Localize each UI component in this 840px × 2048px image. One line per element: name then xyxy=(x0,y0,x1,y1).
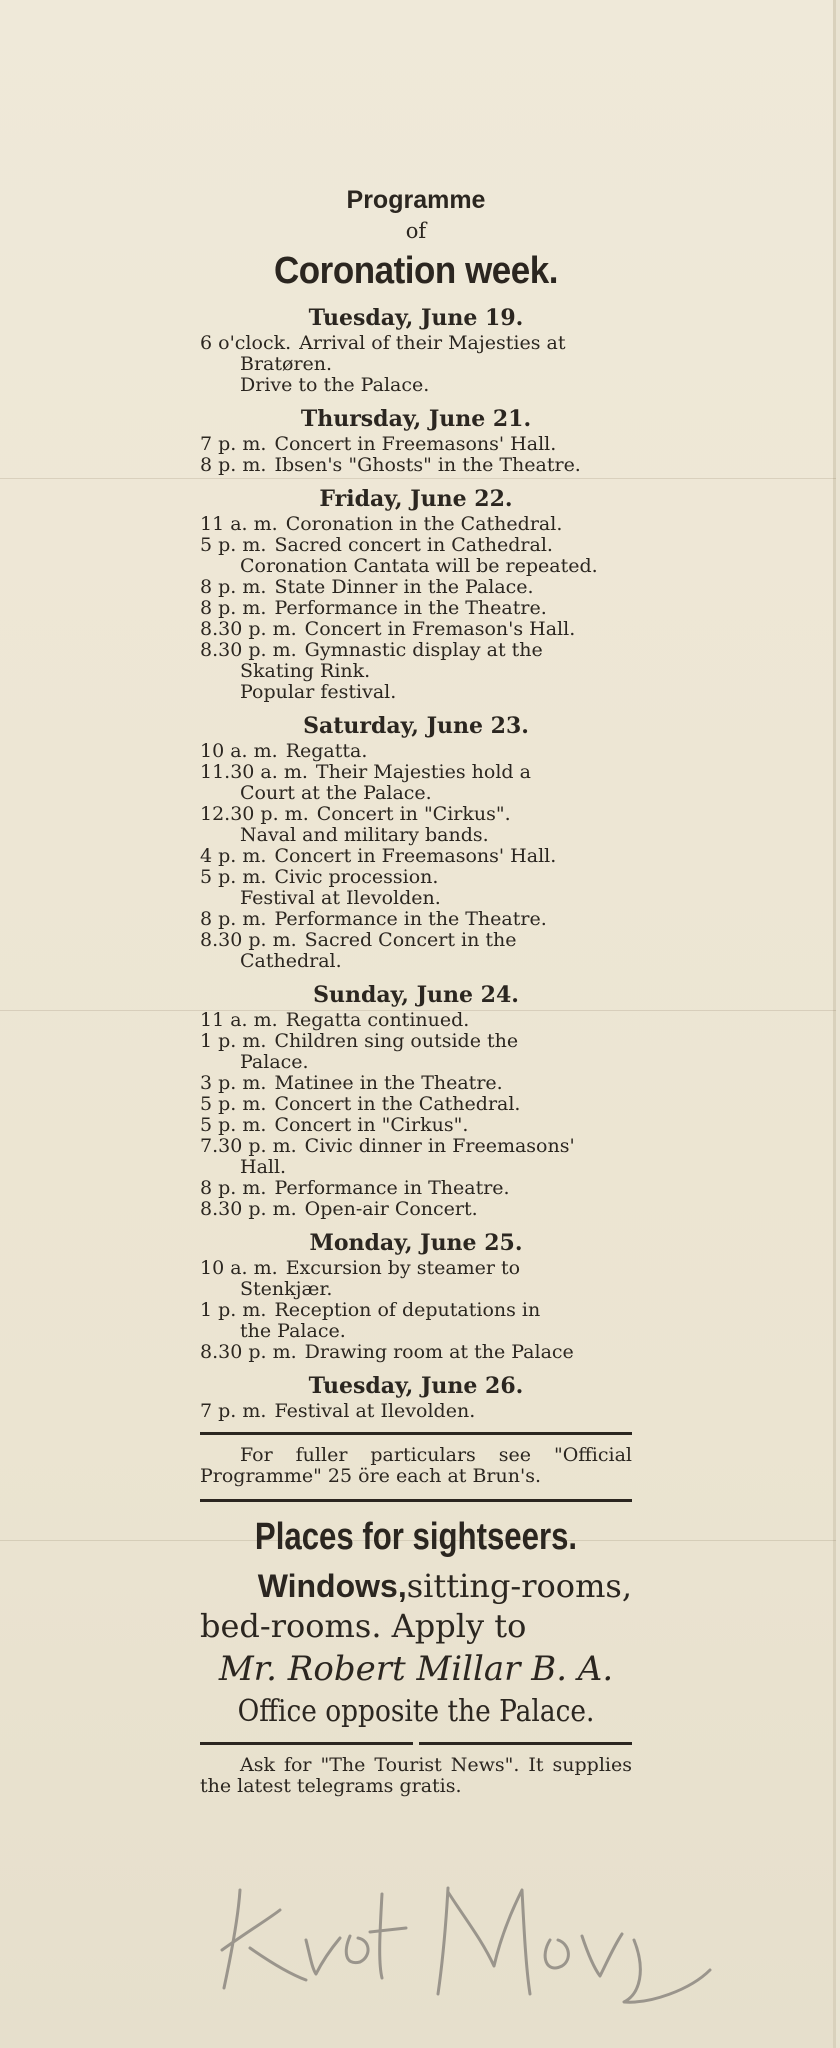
event-description: State Dinner in the Palace. xyxy=(274,576,534,598)
event-row xyxy=(200,1401,632,1422)
programme-title: Coronation week. xyxy=(273,250,559,292)
event-row xyxy=(200,577,632,598)
event-description: Civic procession. xyxy=(274,866,439,888)
advert-office: Office opposite the Palace. xyxy=(237,1694,595,1729)
day-heading: Tuesday, June 26. xyxy=(308,1373,524,1399)
event-row xyxy=(200,1342,632,1363)
divider xyxy=(200,1499,632,1502)
advert-line-windows xyxy=(200,1566,632,1606)
event-row xyxy=(200,1300,632,1321)
event-row xyxy=(200,434,632,455)
event-time: 8.30 p. m. xyxy=(200,639,297,661)
tourist-news-note: Ask for "The Tourist News". It supplies the latest telegrams gratis. xyxy=(200,1754,632,1797)
event-continuation: Festival at Ilevolden. xyxy=(240,887,441,909)
event-time: 6 o'clock. xyxy=(200,332,292,354)
event-description: Open-air Concert. xyxy=(304,1198,478,1220)
event-continuation: the Palace. xyxy=(240,1320,346,1342)
event-row xyxy=(200,1136,632,1157)
day-heading: Monday, June 25. xyxy=(309,1230,523,1256)
event-row xyxy=(200,333,632,354)
event-row xyxy=(200,1178,632,1199)
event-description: Matinee in the Theatre. xyxy=(274,1072,503,1094)
event-time: 8.30 p. m. xyxy=(200,1341,297,1363)
event-description: Concert in Freemasons' Hall. xyxy=(274,433,557,455)
event-time: 5 p. m. xyxy=(200,1114,267,1136)
event-time: 10 a. m. xyxy=(200,1257,278,1279)
event-time: 8.30 p. m. xyxy=(200,618,297,640)
event-row xyxy=(200,930,632,951)
advert-line-bedrooms: bed-rooms. Apply to xyxy=(200,1607,527,1645)
event-description: Their Majesties hold a xyxy=(315,761,531,783)
event-time: 10 a. m. xyxy=(200,740,278,762)
event-row xyxy=(200,619,632,640)
event-continuation: Naval and military bands. xyxy=(240,824,489,846)
event-description: Performance in Theatre. xyxy=(274,1177,510,1199)
event-time: 8.30 p. m. xyxy=(200,1198,297,1220)
event-row xyxy=(200,1031,632,1052)
event-time: 12.30 p. m. xyxy=(200,803,309,825)
event-time: 1 p. m. xyxy=(200,1030,267,1052)
event-row xyxy=(200,1094,632,1115)
day-heading: Sunday, June 24. xyxy=(313,982,519,1008)
event-time: 1 p. m. xyxy=(200,1299,267,1321)
fuller-particulars-note: For fuller particulars see "Official Programme" 25 öre each at Brun's. xyxy=(200,1444,632,1487)
event-continuation: Skating Rink. xyxy=(240,660,371,682)
event-continuation: Popular festival. xyxy=(240,681,397,703)
event-row xyxy=(200,514,632,535)
event-description: Civic dinner in Freemasons' xyxy=(304,1135,575,1157)
event-description: Sacred concert in Cathedral. xyxy=(274,534,553,556)
event-continuation: Bratøren. xyxy=(240,353,333,375)
event-row xyxy=(200,535,632,556)
event-continuation: Hall. xyxy=(240,1156,287,1178)
event-time: 5 p. m. xyxy=(200,1093,267,1115)
event-description: Concert in Freemasons' Hall. xyxy=(274,845,557,867)
event-row xyxy=(200,804,632,825)
event-row xyxy=(200,909,632,930)
event-time: 4 p. m. xyxy=(200,845,267,867)
divider-left xyxy=(200,1742,413,1745)
event-time: 3 p. m. xyxy=(200,1072,267,1094)
event-time: 5 p. m. xyxy=(200,534,267,556)
event-time: 8 p. m. xyxy=(200,576,267,598)
event-row xyxy=(200,455,632,476)
schedule xyxy=(200,305,632,1422)
programme-of: of xyxy=(405,219,427,243)
event-continuation: Cathedral. xyxy=(240,950,342,972)
event-description: Sacred Concert in the xyxy=(304,929,517,951)
double-divider xyxy=(200,1742,632,1745)
divider xyxy=(200,1432,632,1435)
event-description: Concert in "Cirkus". xyxy=(316,803,511,825)
event-time: 11.30 a. m. xyxy=(200,761,308,783)
divider-right xyxy=(419,1742,632,1745)
event-continuation: Coronation Cantata will be repeated. xyxy=(240,555,598,577)
event-description: Festival at Ilevolden. xyxy=(274,1400,476,1422)
event-time: 8 p. m. xyxy=(200,454,267,476)
advert-sitting-rooms: sitting-rooms, xyxy=(406,1567,632,1605)
event-row xyxy=(200,1115,632,1136)
event-time: 8 p. m. xyxy=(200,597,267,619)
event-continuation: Stenkjær. xyxy=(240,1278,333,1300)
event-description: Excursion by steamer to xyxy=(285,1257,521,1279)
event-description: Performance in the Theatre. xyxy=(274,908,547,930)
event-row xyxy=(200,598,632,619)
event-description: Performance in the Theatre. xyxy=(274,597,547,619)
event-continuation: Drive to the Palace. xyxy=(240,374,430,396)
event-description: Regatta. xyxy=(285,740,368,762)
event-row xyxy=(200,867,632,888)
event-time: 8.30 p. m. xyxy=(200,929,297,951)
event-row xyxy=(200,1258,632,1279)
event-time: 5 p. m. xyxy=(200,866,267,888)
event-description: Concert in Fremason's Hall. xyxy=(304,618,576,640)
event-description: Ibsen's "Ghosts" in the Theatre. xyxy=(274,454,581,476)
event-description: Gymnastic display at the xyxy=(304,639,543,661)
day-heading: Saturday, June 23. xyxy=(303,713,529,739)
programme-content xyxy=(200,185,632,1797)
event-continuation: Palace. xyxy=(240,1051,309,1073)
event-row xyxy=(200,762,632,783)
event-row xyxy=(200,1010,632,1031)
day-heading: Tuesday, June 19. xyxy=(308,305,524,331)
event-description: Arrival of their Majesties at xyxy=(299,332,566,354)
advert-windows: Windows, xyxy=(257,1568,407,1604)
event-description: Children sing outside the xyxy=(274,1030,519,1052)
event-row xyxy=(200,1073,632,1094)
event-row xyxy=(200,1199,632,1220)
advert-name: Mr. Robert Millar B. A. xyxy=(218,1649,614,1689)
event-time: 11 a. m. xyxy=(200,513,278,535)
event-continuation: Court at the Palace. xyxy=(240,782,432,804)
day-heading: Friday, June 22. xyxy=(319,486,513,512)
event-time: 7 p. m. xyxy=(200,433,267,455)
event-row xyxy=(200,640,632,661)
event-description: Concert in the Cathedral. xyxy=(274,1093,521,1115)
event-time: 8 p. m. xyxy=(200,1177,267,1199)
event-time: 7.30 p. m. xyxy=(200,1135,297,1157)
event-row xyxy=(200,846,632,867)
advert-headline: Places for sightseers. xyxy=(254,1516,578,1558)
event-description: Concert in "Cirkus". xyxy=(274,1114,469,1136)
event-description: Reception of deputations in xyxy=(274,1299,541,1321)
event-time: 8 p. m. xyxy=(200,908,267,930)
event-description: Drawing room at the Palace xyxy=(304,1341,574,1363)
event-time: 11 a. m. xyxy=(200,1009,278,1031)
handwritten-signature xyxy=(210,1870,730,2010)
event-description: Coronation in the Cathedral. xyxy=(285,513,563,535)
day-heading: Thursday, June 21. xyxy=(300,406,532,432)
event-time: 7 p. m. xyxy=(200,1400,267,1422)
programme-heading: Programme xyxy=(346,186,486,214)
event-description: Regatta continued. xyxy=(285,1009,470,1031)
event-row xyxy=(200,741,632,762)
